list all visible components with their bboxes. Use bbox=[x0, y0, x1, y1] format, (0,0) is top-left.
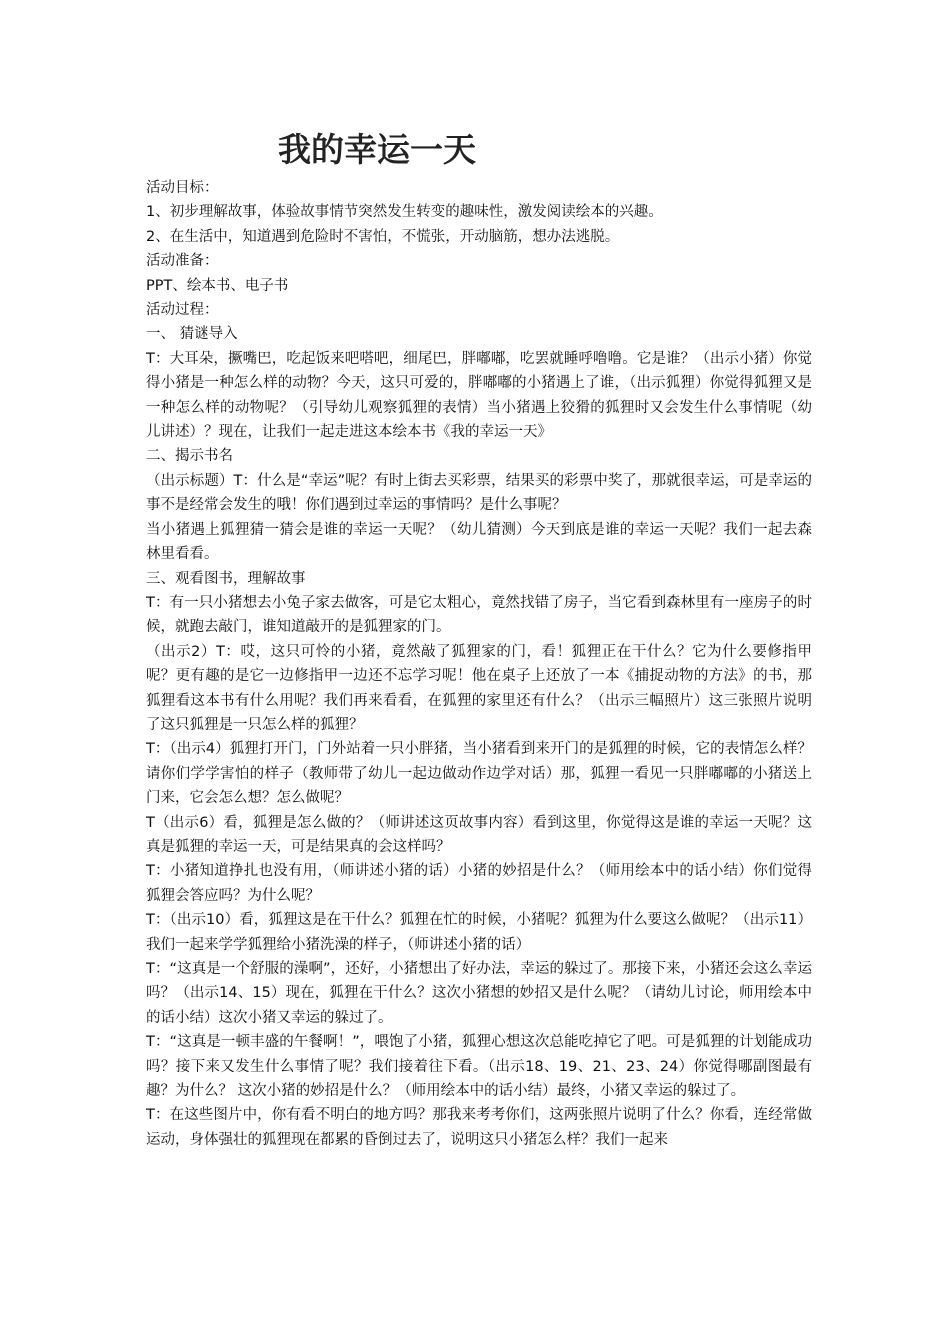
step-heading-1: 一、 猜谜导入 bbox=[146, 326, 238, 343]
paragraph: T：“这真是一顿丰盛的午餐啊！”，喂饱了小猪，狐狸心想这次总能吃掉它了吧。可是狐狸的计划能成功吗？接下来又发生什么事情了呢？我们接着往下看。（出示18、19、21、23、24）你觉得哪副图最有趣？为什么？ 这次小猪的妙招是什么？（师用绘本中的话小结）最终，小猪又幸运的躲过了。 bbox=[146, 1034, 812, 1100]
goal-item-2: 2、在生活中，知道遇到危险时不害怕，不慌张，开动脑筋，想办法逃脱。 bbox=[146, 228, 620, 245]
paragraph: （出示标题）T：什么是“幸运”呢？有时上街去买彩票，结果买的彩票中奖了，那就很幸运，可是幸运的事不是经常会发生的哦！你们遇到过幸运的事情吗？是什么事呢？ bbox=[146, 472, 812, 514]
paragraph: T：（出示10）看，狐狸这是在干什么？狐狸在忙的时候，小猪呢？狐狸为什么要这么做呢？（出示11）我们一起来学学狐狸给小猪洗澡的样子，（师讲述小猪的话） bbox=[146, 912, 812, 953]
section-label-process: 活动过程： bbox=[146, 302, 219, 319]
document-title: 我的幸运一天 bbox=[278, 130, 476, 169]
goal-item-1: 1、初步理解故事，体验故事情节突然发生转变的趣味性，激发阅读绘本的兴趣。 bbox=[146, 204, 663, 221]
document-body bbox=[146, 176, 812, 1152]
section-label-preparation: 活动准备： bbox=[146, 253, 219, 270]
paragraph: T：大耳朵，撅嘴巴，吃起饭来吧嗒吧，细尾巴，胖嘟嘟，吃罢就睡呼噜噜。它是谁？（出示小猪）你觉得小猪是一种怎么样的动物？今天，这只可爱的，胖嘟嘟的小猪遇上了谁，（出示狐狸）你觉得狐狸又是一种怎么样的动物呢？（引导幼儿观察狐狸的表情）当小猪遇上狡猾的狐狸时又会发生什么事情呢（幼儿讲述）？现在，让我们一起走进这本绘本书《我的幸运一天》 bbox=[146, 350, 812, 441]
paragraph: T（出示6）看，狐狸是怎么做的？（师讲述这页故事内容）看到这里，你觉得这是谁的幸运一天呢？这真是狐狸的幸运一天，可是结果真的会这样吗？ bbox=[146, 814, 812, 855]
paragraph: （出示2）T：哎，这只可怜的小猪，竟然敲了狐狸家的门，看！狐狸正在干什么？它为什么要修指甲呢？更有趣的是它一边修指甲一边还不忘学习呢！他在桌子上还放了一本《捕捉动物的方法》的书，那狐狸看这本书有什么用呢？我们再来看看，在狐狸的家里还有什么？（出示三幅照片）这三张照片说明了这只狐狸是一只怎么样的狐狸？ bbox=[146, 643, 812, 733]
preparation-materials: PPT、绘本书、电子书 bbox=[146, 277, 289, 294]
paragraph: T：在这些图片中，你有看不明白的地方吗？那我来考考你们，这两张照片说明了什么？你看，连经常做运动，身体强壮的狐狸现在都累的昏倒过去了，说明这只小猪怎么样？我们一起来 bbox=[146, 1107, 812, 1148]
step-heading-3: 三、观看图书，理解故事 bbox=[146, 570, 306, 587]
step-heading-2: 二、揭示书名 bbox=[146, 448, 233, 465]
paragraph: T：小猪知道挣扎也没有用，（师讲述小猪的话）小猪的妙招是什么？（师用绘本中的话小结）你们觉得狐狸会答应吗？为什么呢？ bbox=[146, 863, 812, 904]
paragraph: T：（出示4）狐狸打开门，门外站着一只小胖猪，当小猪看到来开门的是狐狸的时候，它的表情怎么样？请你们学学害怕的样子（教师带了幼儿一起边做动作边学对话）那，狐狸一看见一只胖嘟嘟的小猪送上门来，它会怎么想？怎么做呢？ bbox=[146, 741, 812, 807]
section-label-goals: 活动目标： bbox=[146, 180, 219, 196]
paragraph: T：“这真是一个舒服的澡啊”，还好，小猪想出了好办法，幸运的躲过了。那接下来，小猪还会这么幸运吗？（出示14、15）现在，狐狸在干什么？这次小猪想的妙招又是什么呢？（请幼儿讨论，师用绘本中的话小结）这次小猪又幸运的躲过了。 bbox=[146, 961, 812, 1026]
paragraph: T：有一只小猪想去小兔子家去做客，可是它太粗心，竟然找错了房子，当它看到森林里有一座房子的时候，就跑去敲门，谁知道敲开的是狐狸家的门。 bbox=[146, 594, 812, 636]
paragraph: 当小猪遇上狐狸猜一猜会是谁的幸运一天呢？（幼儿猜测）今天到底是谁的幸运一天呢？我们一起去森林里看看。 bbox=[146, 521, 812, 563]
